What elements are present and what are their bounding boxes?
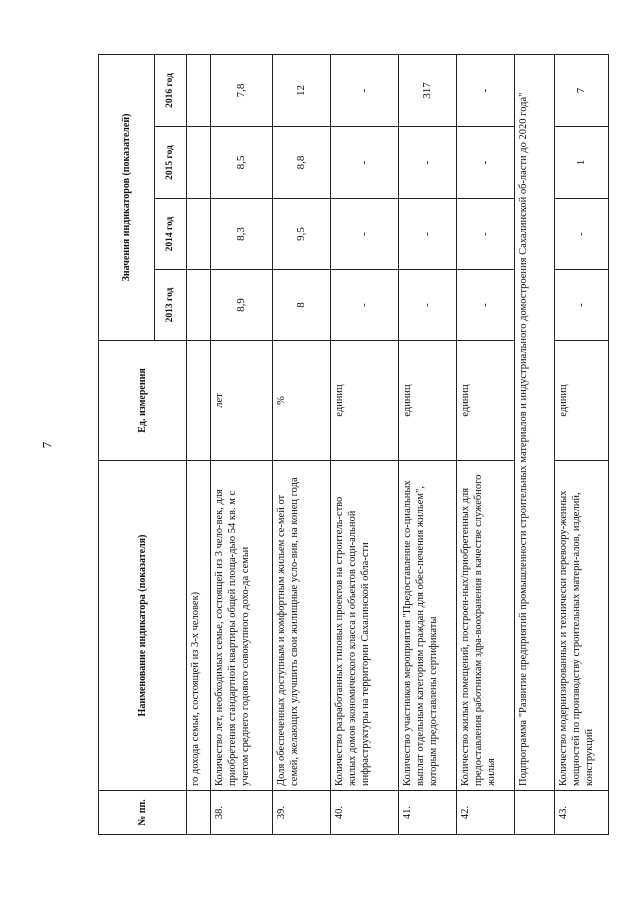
row-value-2015: 1 [555, 127, 609, 199]
table-row [457, 54, 515, 834]
row-value-2016: 7 [555, 54, 609, 126]
row-num: 39. [273, 791, 331, 835]
row-unit: единиц [331, 341, 399, 461]
row-value-2014: - [399, 199, 457, 270]
header-name: Наименование индикатора (показателя) [99, 461, 187, 791]
row-num: 41. [399, 791, 457, 835]
row-num: 43. [555, 791, 609, 835]
row-name: Количество разработанных типовых проектов на строитель-ство жилых домов экономического класса и объектов соци-альной инфраструктуры на территории Сахалинской обла-сти [331, 461, 399, 791]
page-number: 7 [39, 441, 55, 449]
row-name: Количество модернизированных и технически перевоору-женных мощностей по производству строительных матери-алов, изделий, конструкций [555, 461, 609, 791]
row-num: 42. [457, 791, 515, 835]
subprogram-row [515, 54, 555, 834]
row-name: Количество жилых помещений, построен-ных/приобретенных для предоставления работникам здра-воохранения в качестве служебного жилья [457, 461, 515, 791]
row-value-2013: 8 [273, 270, 331, 341]
row-num: 38. [211, 791, 273, 835]
row-value-2016: 317 [399, 54, 457, 126]
indicator-table [98, 54, 609, 835]
header-num: № пп. [99, 791, 187, 835]
row-value-2015: 8,5 [211, 127, 273, 199]
table-row [273, 54, 331, 834]
row-value-2015: - [399, 127, 457, 199]
table-row [211, 54, 273, 834]
table-row [555, 54, 609, 834]
row-value-2016: - [331, 54, 399, 126]
header-values-group: Значения индикаторов (показателей) [99, 54, 155, 340]
row-name: Количество участников мероприятия "Предоставление со-циальных выплат отдельным категориям граждан для обес-печения жильем", которым предоставлены сертификаты [399, 461, 457, 791]
row-unit: % [273, 341, 331, 461]
row-unit: лет [211, 341, 273, 461]
cell-empty [187, 791, 211, 835]
header-year-2016: 2016 год [155, 54, 187, 126]
table-row [399, 54, 457, 834]
row-value-2014: - [331, 199, 399, 270]
row-value-2014: - [555, 199, 609, 270]
header-year-2013: 2013 год [155, 270, 187, 341]
indicator-table-rotated [98, 55, 595, 835]
row-name: Количество лет, необходимых семье, состоящей из 3 чело-век, для приобретения стандартной квартиры общей площа-дью 54 кв. м с учетом среднего годового совокупного дохо-да семьи [211, 461, 273, 791]
row-value-2015: - [457, 127, 515, 199]
table-row [331, 54, 399, 834]
row-value-2013: - [399, 270, 457, 341]
row-value-2014: 8,3 [211, 199, 273, 270]
header-year-2014: 2014 год [155, 199, 187, 270]
header-unit: Ед. измерения [99, 341, 187, 461]
continuation-text: го дохода семьи, состоящей из 3-х человек) [187, 461, 211, 791]
row-value-2014: 9,5 [273, 199, 331, 270]
row-value-2013: - [457, 270, 515, 341]
row-value-2016: 12 [273, 54, 331, 126]
row-name: Доля обеспеченных доступным и комфортным жильем се-мей от семей, желающих улучшить свои жилищные усло-вия, на конец года [273, 461, 331, 791]
row-value-2016: 7,8 [211, 54, 273, 126]
row-unit: единиц [457, 341, 515, 461]
table-row [187, 54, 211, 834]
subprogram-title: Подпрограмма "Развитие предприятий промышленности строительных материалов и индустриального домостроения Сахалинской об-ласти до 2020 года" [515, 54, 555, 790]
row-value-2014: - [457, 199, 515, 270]
row-value-2013: - [555, 270, 609, 341]
row-unit: единиц [399, 341, 457, 461]
row-num: 40. [331, 791, 399, 835]
row-value-2013: 8,9 [211, 270, 273, 341]
row-value-2015: 8,8 [273, 127, 331, 199]
row-value-2016: - [457, 54, 515, 126]
row-value-2013: - [331, 270, 399, 341]
row-value-2015: - [331, 127, 399, 199]
row-unit: единиц [555, 341, 609, 461]
header-year-2015: 2015 год [155, 127, 187, 199]
